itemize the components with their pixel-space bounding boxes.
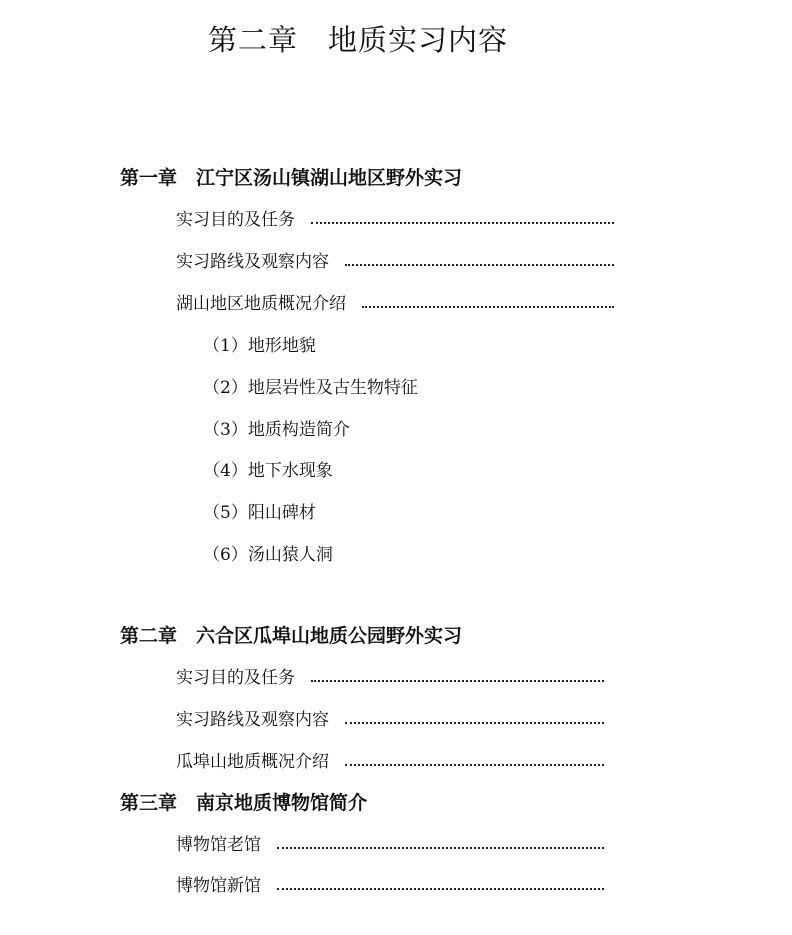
toc-subitem[interactable]: （1）地形地貌 bbox=[203, 336, 316, 356]
chapter-heading-2: 第二章 六合区瓜埠山地质公园野外实习 bbox=[120, 625, 463, 647]
toc-entry-label: 博物馆老馆 bbox=[176, 834, 261, 855]
chapter-heading-3: 第三章 南京地质博物馆简介 bbox=[120, 792, 368, 814]
dot-leader bbox=[277, 888, 604, 890]
dot-leader bbox=[311, 222, 614, 224]
toc-subitem[interactable]: （4）地下水现象 bbox=[203, 461, 333, 481]
toc-entry-label: 实习目的及任务 bbox=[176, 667, 295, 688]
dot-leader bbox=[345, 722, 604, 724]
toc-entry-label: 实习目的及任务 bbox=[176, 209, 295, 230]
toc-subitem[interactable]: （6）汤山猿人洞 bbox=[203, 545, 333, 565]
toc-entry[interactable] bbox=[176, 246, 614, 272]
toc-entry-label: 博物馆新馆 bbox=[176, 875, 261, 896]
toc-entry[interactable] bbox=[176, 870, 604, 896]
toc-entry[interactable] bbox=[176, 204, 614, 230]
toc-entry-label: 实习路线及观察内容 bbox=[176, 251, 329, 272]
toc-entry[interactable] bbox=[176, 288, 614, 314]
dot-leader bbox=[345, 764, 604, 766]
dot-leader bbox=[277, 847, 604, 849]
dot-leader bbox=[311, 680, 604, 682]
dot-leader bbox=[362, 306, 614, 308]
toc-entry[interactable] bbox=[176, 829, 604, 855]
chapter-heading-1: 第一章 江宁区汤山镇湖山地区野外实习 bbox=[120, 167, 463, 189]
toc-entry-label: 瓜埠山地质概况介绍 bbox=[176, 751, 329, 772]
toc-entry[interactable] bbox=[176, 704, 604, 730]
page-title: 第二章 地质实习内容 bbox=[208, 23, 509, 57]
toc-entry[interactable] bbox=[176, 662, 604, 688]
toc-subitem[interactable]: （3）地质构造简介 bbox=[203, 420, 350, 440]
toc-entry-label: 湖山地区地质概况介绍 bbox=[176, 293, 346, 314]
toc-subitem[interactable]: （5）阳山碑材 bbox=[203, 503, 316, 523]
toc-entry[interactable] bbox=[176, 746, 604, 772]
dot-leader bbox=[345, 264, 614, 266]
toc-subitem[interactable]: （2）地层岩性及古生物特征 bbox=[203, 378, 418, 398]
toc-entry-label: 实习路线及观察内容 bbox=[176, 709, 329, 730]
